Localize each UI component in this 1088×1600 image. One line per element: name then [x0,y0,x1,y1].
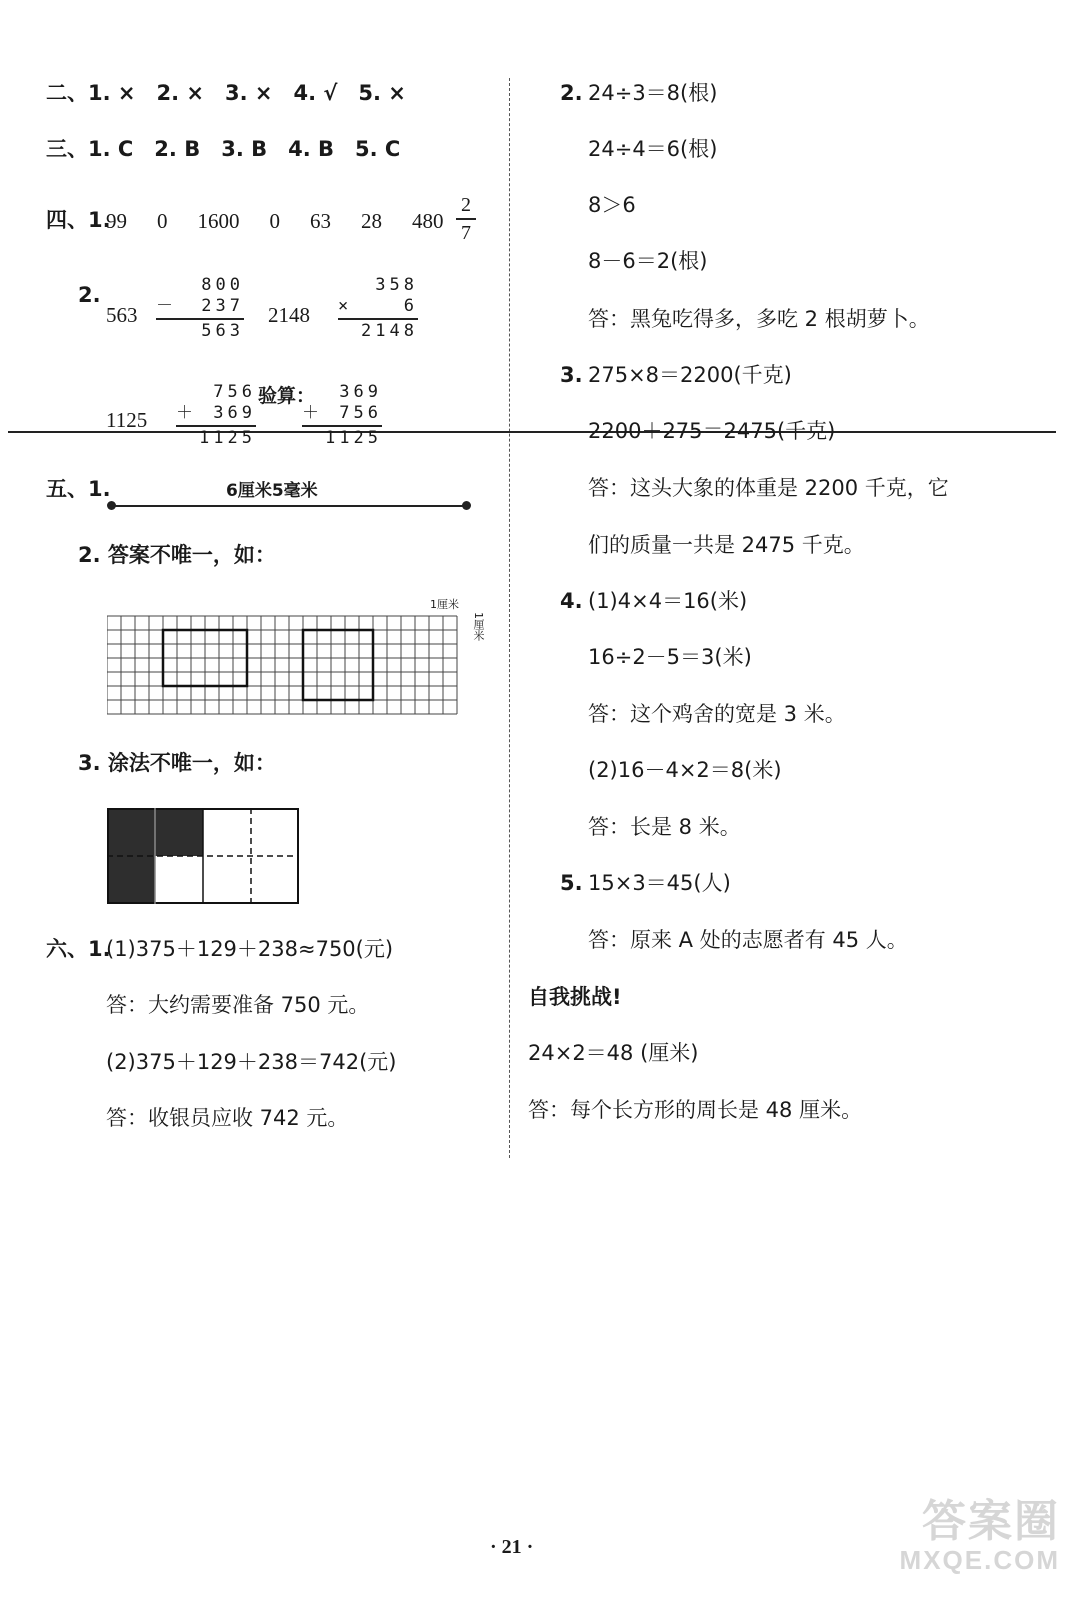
calc-result: 563 [201,320,244,341]
fraction-numerator: 2 [461,194,471,216]
value: 480 [412,209,444,233]
q4-line-1: (1)4×4＝16(米) [588,589,748,613]
q3-answer-1: 答：这头大象的体重是 2200 千克，它 [588,476,949,500]
operator: ＋ [176,403,193,423]
value: 1600 [197,209,240,233]
line-endpoint [462,501,471,510]
value: 63 [310,209,331,233]
q4-line-2: 16÷2－5＝3(米) [588,645,752,669]
section-5-3-text: 3. 涂法不唯一，如： [78,751,276,775]
fraction-denominator: 7 [461,221,471,244]
operand-top: 358 [375,275,418,295]
s6-1-2-equation: (2)375＋129＋238＝742(元) [106,1050,397,1074]
vertical-addition [176,382,256,449]
square-b [303,630,373,700]
q2-label: 2. [560,81,583,105]
calc-c-result-inline: 1125 [106,408,148,432]
q3-label: 3. [560,363,583,387]
answers-section-2: 二、1. × 2. × 3. × 4. √ 5. × [46,81,406,105]
calc-result: 1125 [325,427,382,448]
q2-line-1: 24÷3＝8(根) [588,81,718,105]
q4-answer-2: 答：长是 8 米。 [588,815,741,839]
operator: × [338,296,349,316]
grid-unit-horizontal: 1厘米 [430,598,459,611]
line-endpoint [107,501,116,510]
operand-second: 237 [201,296,244,316]
value: 99 [106,209,127,233]
q2-line-3: 8＞6 [588,193,636,217]
operator: ＋ [302,403,319,423]
vertical-subtraction [156,275,244,342]
q4-label: 4. [560,589,583,613]
operand-top: 756 [213,382,256,402]
calc-result: 1125 [199,427,256,448]
q5-label: 5. [560,871,583,895]
challenge-title: 自我挑战! [528,985,622,1009]
section-5-label: 五、1. [46,477,111,501]
grid-figure [107,612,467,722]
q3-line-2: 2200＋275＝2475(千克) [588,419,836,443]
q5-line-1: 15×3＝45(人) [588,871,731,895]
q2-answer: 答：黑兔吃得多，多吃 2 根胡萝卜。 [588,307,930,331]
operand-second: 756 [339,403,382,423]
drawing-grid [107,612,467,726]
shading-figure [107,808,301,910]
calc-line [156,318,244,320]
challenge-line-1: 24×2＝48 (厘米) [528,1041,699,1065]
vertical-addition-check [302,382,382,449]
calc-line [176,425,256,427]
operator: － [156,296,173,316]
s6-1-1-equation: (1)375＋129＋238≈750(元) [106,937,394,961]
section-4-label: 四、1. [46,208,111,232]
q5-answer: 答：原来 A 处的志愿者有 45 人。 [588,928,908,952]
section-4-values [106,208,444,234]
section-6-label: 六、1. [46,937,111,961]
operand-second: 369 [213,403,256,423]
line-segment [112,505,466,507]
s6-1-2-answer: 答：收银员应收 742 元。 [106,1106,349,1130]
operand-top: 369 [339,382,382,402]
section-divider [8,431,1056,433]
section-4-2-label: 2. [78,283,101,307]
fraction-bar [456,218,476,220]
page-number: · 21 · [490,1536,534,1558]
s6-1-1-answer: 答：大约需要准备 750 元。 [106,993,370,1017]
operand-second-row [338,296,418,317]
value: 0 [269,209,280,233]
q4-line-3: (2)16－4×2＝8(米) [588,758,782,782]
calc-line [338,318,418,320]
q3-line-1: 275×8＝2200(千克) [588,363,792,387]
answers-section-3: 三、1. C 2. B 3. B 4. B 5. C [46,137,401,161]
calc-a-result-inline: 563 [106,303,138,327]
operand-second-row [176,403,256,424]
grid-unit-vertical: 1厘米 [472,612,485,641]
column-divider [509,78,510,1158]
q4-answer-1: 答：这个鸡舍的宽是 3 米。 [588,702,846,726]
watermark-line-2: MXQE.COM [899,1545,1060,1575]
watermark-logo [900,1498,1060,1574]
challenge-answer: 答：每个长方形的周长是 48 厘米。 [528,1098,863,1122]
value: 0 [157,209,168,233]
q2-line-2: 24÷4＝6(根) [588,137,718,161]
operand-second: 6 [403,296,418,316]
shaded-cell [107,856,155,904]
shaded-rectangle [107,808,301,906]
q3-answer-2: 们的质量一共是 2475 千克。 [588,533,865,557]
value: 28 [361,209,382,233]
section-5-2-text: 2. 答案不唯一，如： [78,543,276,567]
calc-b-result-inline: 2148 [268,303,310,327]
operand-second-row [156,296,244,317]
fraction [456,193,476,245]
check-label: 验算： [258,385,316,407]
calc-result: 2148 [361,320,418,341]
calc-line [302,425,382,427]
operand-top: 800 [201,275,244,295]
vertical-multiplication [338,275,418,342]
line-segment-label: 6厘米5毫米 [226,481,318,501]
operand-second-row [302,403,382,424]
watermark-line-1: 答案圈 [922,1497,1060,1546]
q2-line-4: 8－6＝2(根) [588,249,708,273]
